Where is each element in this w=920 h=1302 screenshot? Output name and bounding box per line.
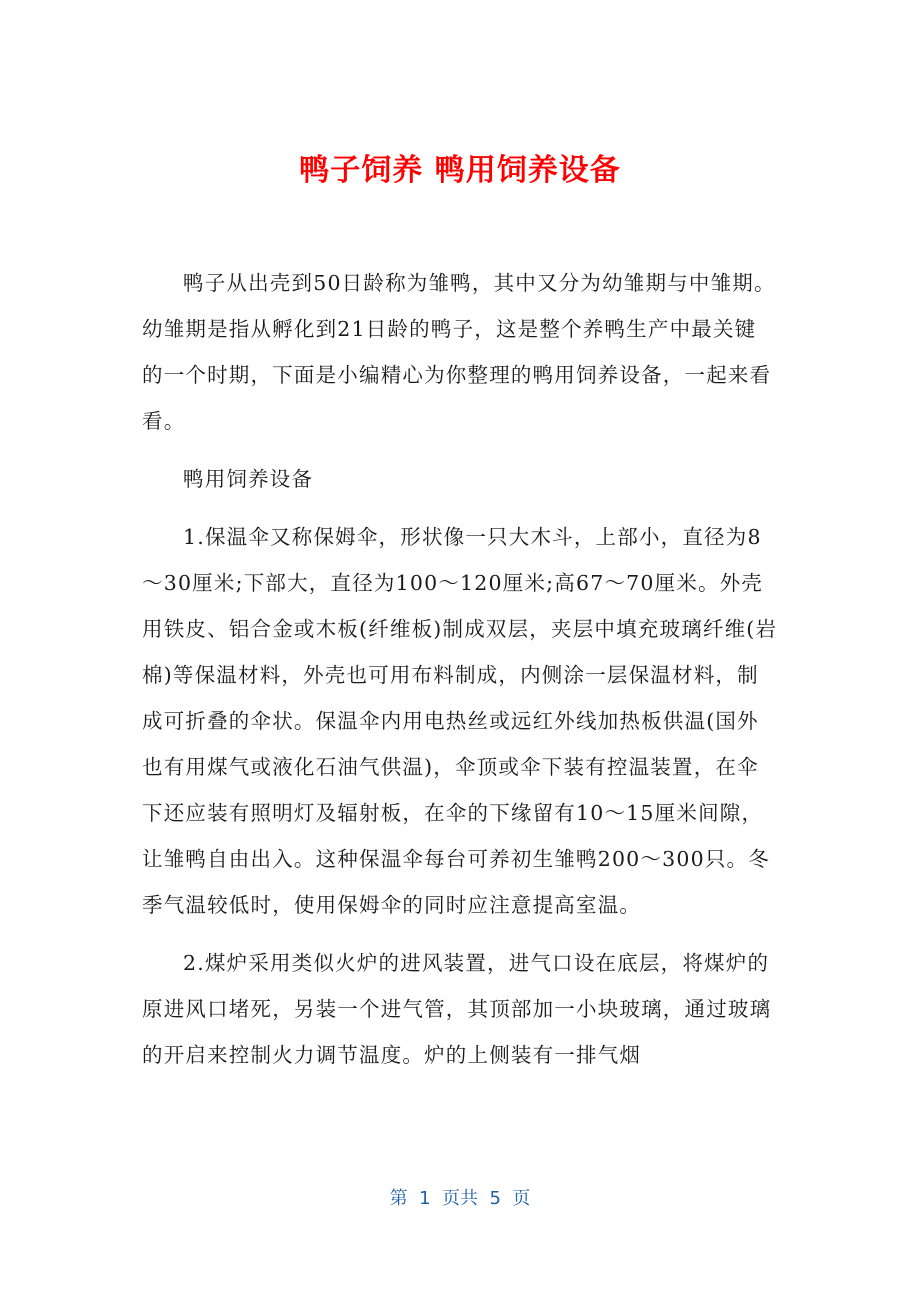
item-1-paragraph: 1.保温伞又称保姆伞，形状像一只大木斗，上部小，直径为8～30厘米;下部大，直径为100～120厘米;高67～70厘米。外壳用铁皮、铝合金或木板(纤维板)制成双层，夹层中填充玻璃纤维(岩棉)等保温材料，外壳也可用布料制成，内侧涂一层保温材料，制成可折叠的伞状。保温伞内用电热丝或远红外线加热板供温(国外也有用煤气或液化石油气供温)，伞顶或伞下装有控温装置，在伞下还应装有照明灯及辐射板，在伞的下缘留有10～15厘米间隙，让雏鸭自由出入。这种保温伞每台可养初生雏鸭200～300只。冬季气温较低时，使用保姆伞的同时应注意提高室温。 (142, 525, 778, 917)
intro-paragraph: 鸭子从出壳到50日龄称为雏鸭，其中又分为幼雏期与中雏期。幼雏期是指从孵化到21日龄的鸭子，这是整个养鸭生产中最关键的一个时期，下面是小编精心为你整理的鸭用饲养设备，一起来看看。 (142, 271, 776, 433)
section-heading: 鸭用饲养设备 (183, 467, 314, 491)
item-2-paragraph: 2.煤炉采用类似火炉的进风装置，进气口设在底层，将煤炉的原进风口堵死，另装一个进气管，其顶部加一小块玻璃，通过玻璃的开启来控制火力调节温度。炉的上侧装有一排气烟 (142, 951, 772, 1067)
document-body (142, 260, 778, 1090)
page-number-footer: 第 1 页共 5 页 (389, 1188, 531, 1209)
document-title: 鸭子饲养 鸭用饲养设备 (299, 153, 621, 188)
